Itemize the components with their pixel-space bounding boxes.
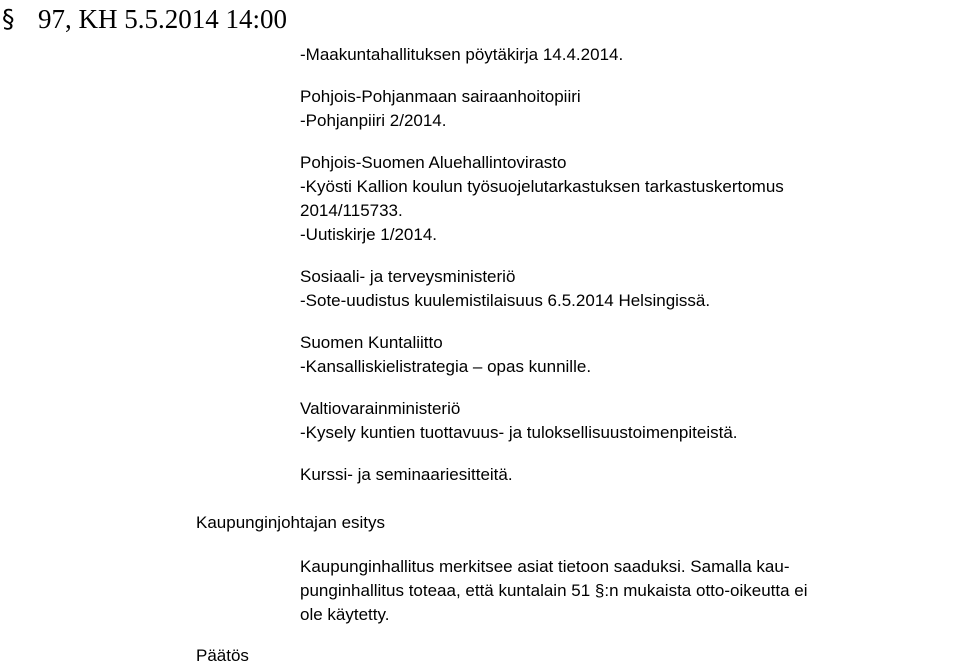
list-item-line: Pohjois-Pohjanmaan sairaanhoitopiiri xyxy=(300,87,581,106)
list-item-line: -Sote-uudistus kuulemistilaisuus 6.5.2014 Helsingissä. xyxy=(300,291,711,310)
list-item-line: -Pohjanpiiri 2/2014. xyxy=(300,111,447,130)
list-item xyxy=(300,331,900,379)
list-item-line: -Kyösti Kallion koulun työsuojelutarkastuksen tarkastuskertomus xyxy=(300,177,784,196)
decision-label: Päätös xyxy=(196,646,249,665)
item-heading-text: 97, KH 5.5.2014 14:00 xyxy=(38,4,287,34)
proposal-text-line: Kaupunginhallitus merkitsee asiat tietoon saaduksi. Samalla kau- xyxy=(300,557,790,576)
list-item-line: -Uutiskirje 1/2014. xyxy=(300,225,438,244)
list-item-line: 2014/115733. xyxy=(300,201,403,220)
list-item xyxy=(300,43,900,67)
proposal-text xyxy=(300,555,890,627)
section-sign-icon: § xyxy=(2,4,15,33)
list-item xyxy=(300,463,900,487)
list-item-line: -Kansalliskielistrategia – opas kunnille. xyxy=(300,357,592,376)
proposal-text-line: ole käytetty. xyxy=(300,605,390,624)
proposal-label: Kaupunginjohtajan esitys xyxy=(196,513,386,532)
list-item xyxy=(300,85,900,133)
list-item-line: Kurssi- ja seminaariesitteitä. xyxy=(300,465,513,484)
list-item-line: Pohjois-Suomen Aluehallintovirasto xyxy=(300,153,567,172)
list-item-line: -Kysely kuntien tuottavuus- ja tuloksellisuustoimenpiteistä. xyxy=(300,423,738,442)
notification-list xyxy=(300,43,900,505)
list-item xyxy=(300,151,900,247)
list-item-line: -Maakuntahallituksen pöytäkirja 14.4.2014. xyxy=(300,45,624,64)
item-heading xyxy=(0,3,287,35)
list-item-line: Sosiaali- ja terveysministeriö xyxy=(300,267,516,286)
list-item xyxy=(300,397,900,445)
list-item xyxy=(300,265,900,313)
proposal-text-line: punginhallitus toteaa, että kuntalain 51 §:n mukaista otto-oikeutta ei xyxy=(300,581,808,600)
list-item-line: Valtiovarainministeriö xyxy=(300,399,461,418)
list-item-line: Suomen Kuntaliitto xyxy=(300,333,443,352)
